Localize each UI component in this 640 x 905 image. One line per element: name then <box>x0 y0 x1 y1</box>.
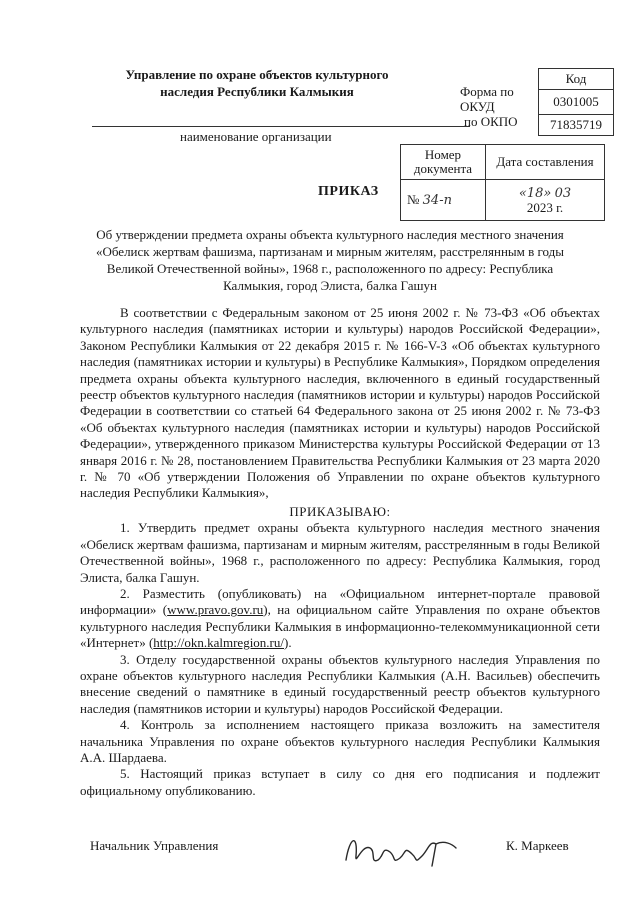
item-4: 4. Контроль за исполнением настоящего приказа возложить на заместителя начальника Управления по охране объектов культурного наследия Республики Калмыкия А.А. Шардаева. <box>80 717 600 765</box>
preamble-paragraph: В соответствии с Федеральным законом от 25 июня 2002 г. № 73-ФЗ «Об объектах культурного наследия (памятниках истории и культуры) народов Российской Федерации», Законом Республики Калмыкия от 22 декабря 2015 г. № 166-V-З «Об объектах культурного наследия (памятниках истории и культуры) в Республике Калмыкия», Порядком определения предмета охраны объекта культурного наследия, включенного в единый государственный реестр объектов культурного наследия (памятников истории и культуры) народов Российской Федерации в соответствии со статьей 64 Федерального закона от 25 июня 2002 г. № 73-ФЗ «Об объектах культурного наследия (памятниках истории и культуры) народов Российской Федерации», утвержденного приказом Министерства культуры Российской Федерации от 13 января 2016 г. № 28, постановлением Правительства Республики Калмыкия от 23 марта 2020 г. № 70 «Об утверждении Положения об Управлении по охране объектов культурного наследия Республики Калмыкия», <box>80 305 600 501</box>
handwritten-signature <box>340 826 460 874</box>
organization-caption: наименование организации <box>180 129 332 144</box>
document-subject: Об утверждении предмета охраны объекта культурного наследия местного значения «Обелиск жертвам фашизма, партизанам и мирным жителям, расстрелянным в годы Великой Отечественной войны», 1968 г., расположенного по адресу: Республика Калмыкия, город Элиста, балка Гашун <box>95 227 565 293</box>
doc-date-header: Дата составления <box>486 145 605 180</box>
document-title: ПРИКАЗ <box>318 184 379 199</box>
signatory-role: Начальник Управления <box>90 838 219 853</box>
doc-number-value: 34-п <box>422 193 452 208</box>
doc-number-cell <box>401 180 486 221</box>
doc-date-year: 2023 г. <box>526 199 564 215</box>
okpo-code: 71835719 <box>539 115 614 136</box>
pravo-link[interactable]: www.pravo.gov.ru <box>167 602 264 618</box>
signatory-name: К. Маркеев <box>506 838 569 853</box>
doc-date-day: «18» <box>518 185 552 201</box>
organization-name <box>112 66 402 100</box>
decree-word: ПРИКАЗЫВАЮ: <box>289 503 391 519</box>
item-5: 5. Настоящий приказ вступает в силу со дня его подписания и подлежит официальному опубликованию. <box>80 766 600 798</box>
form-label: Форма по <box>460 84 514 99</box>
code-header: Код <box>539 69 614 90</box>
doc-date-month: 03 <box>554 185 572 201</box>
organization-name-line1: Управление по охране объектов культурного <box>125 67 389 82</box>
okud-label: ОКУД <box>460 99 495 114</box>
organization-name-line2: наследия Республики Калмыкия <box>160 84 354 99</box>
item-2: 2. Разместить (опубликовать) на «Официальном интернет-портале правовой информации» (www.pravo.gov.ru), на официальном сайте Управления по охране объектов культурного наследия Республики Калмыкия в информационно-телекоммуникационной сети «Интернет» (http://okn.kalmregion.ru/). <box>80 585 601 651</box>
document-body <box>80 305 600 799</box>
item-3: 3. Отделу государственной охраны объектов культурного наследия Управления по охране объектов культурного наследия Республики Калмыкия (А.Н. Васильев) обеспечить внесение сведений о памятнике в единый государственный реестр объектов культурного наследия (памятников истории и культуры) народов Российской Федерации. <box>80 651 600 716</box>
kalmregion-link[interactable]: http://okn.kalmregion.ru/ <box>153 635 285 651</box>
document-number-table <box>400 144 605 221</box>
doc-number-prefix: № <box>407 192 420 207</box>
form-code-labels <box>460 84 518 129</box>
okud-code: 0301005 <box>539 90 614 115</box>
organization-underline <box>92 126 470 127</box>
item-1: 1. Утвердить предмет охраны объекта культурного наследия местного значения «Обелиск жертвам фашизма, партизанам и мирным жителям, расстрелянным в годы Великой Отечественной войны», 1968 г., расположенного по адресу: Республика Калмыкия, город Элиста, балка Гашун. <box>80 520 600 585</box>
doc-number-header: Номер документа <box>401 145 486 180</box>
okpo-label: по ОКПО <box>464 114 518 129</box>
doc-date-cell <box>486 180 605 221</box>
codes-table <box>538 68 614 136</box>
